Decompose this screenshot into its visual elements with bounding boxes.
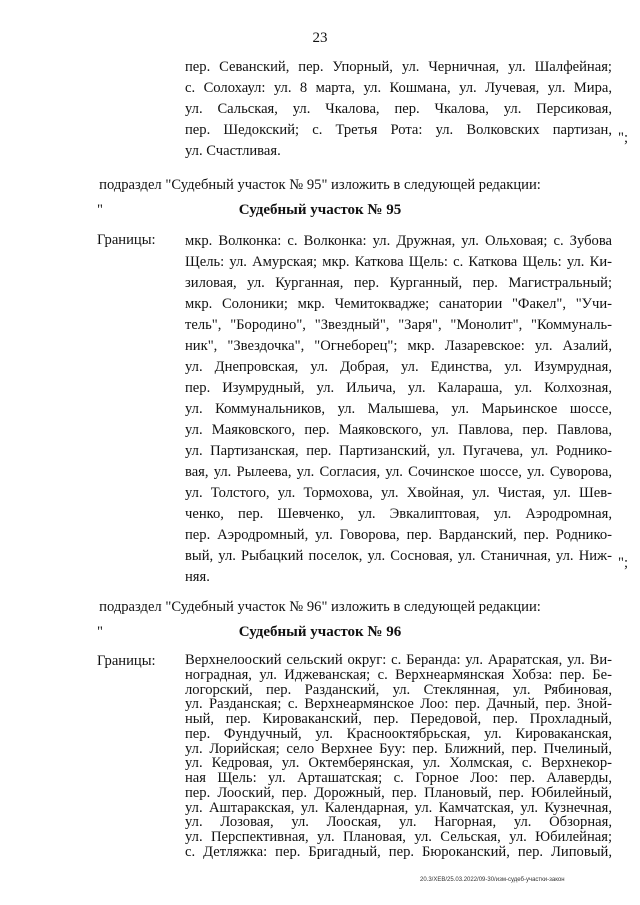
text-line: Верхнелооский сельский округ: с. Беранда: ул. Араратская, ул. Ви- [185, 653, 612, 667]
text-line: ул. Коммунальников, ул. Малышева, ул. Марьинское шоссе, [185, 401, 612, 417]
text-line: ная Щель: ул. Арташатская; с. Горное Лоо: пер. Алаверды, [185, 771, 612, 785]
text-line: ул. Лорийская; село Верхнее Буу: пер. Ближний, пер. Пчелиный, [185, 742, 612, 756]
text-line: ул. Днепровская, ул. Добрая, ул. Единства, ул. Изумрудная, [185, 359, 612, 375]
opening-quote: " [97, 202, 103, 218]
text-line: ул. Сальская, ул. Чкалова, пер. Чкалова, ул. Персиковая, [185, 101, 612, 117]
text-line: мкр. Волконка: с. Волконка: ул. Дружная, ул. Ольховая; с. Зубова [185, 233, 612, 249]
text-line: ул. Перспективная, ул. Плановая, ул. Сельская, ул. Юбилейная; [185, 830, 612, 844]
text-line: ный, пер. Кироваканский, пер. Передовой, пер. Прохладный, [185, 712, 612, 726]
text-line: ул. Маяковского, пер. Маяковского, ул. Павлова, пер. Павлова, [185, 422, 612, 438]
text-line: пер. Аэродромный, ул. Говорова, пер. Варданский, пер. Роднико- [185, 527, 612, 543]
text-line: зиловая, ул. Курганная, пер. Курганный, пер. Магистральный; [185, 275, 612, 291]
text-line: ул. Разданская; с. Верхнеармянское Лоо: пер. Дачный, пер. Зной- [185, 697, 612, 711]
text-line: вый, ул. Рыбацкий поселок, ул. Сосновая, ул. Станичная, ул. Ниж- [185, 548, 612, 564]
opening-quote: " [97, 624, 103, 640]
text-line: ченко, пер. Шевченко, ул. Эвкалиптовая, ул. Аэродромная, [185, 506, 612, 522]
text-line: мкр. Солоники; мкр. Чемитоквадже; санатории "Факел", "Учи- [185, 296, 612, 312]
page-number: 23 [312, 30, 328, 46]
text-line: Щель: ул. Амурская; мкр. Каткова Щель: с. Каткова Щель: ул. Ки- [185, 254, 612, 270]
text-line: пер. Изумрудный, ул. Ильича, ул. Калараша, ул. Колхозная, [185, 380, 612, 396]
boundaries-label: Границы: [97, 232, 156, 248]
text-line: ул. Аштаракская, ул. Календарная, ул. Камчатская, ул. Кузнечная, [185, 801, 612, 815]
text-line: пер. Фундучный, ул. Краснооктябрьская, ул. Кироваканская, [185, 727, 612, 741]
text-line: вая, ул. Рылеева, ул. Согласия, ул. Сочинское шоссе, ул. Суворова, [185, 464, 612, 480]
text-line: ул. Лозовая, ул. Лооская, ул. Нагорная, ул. Обзорная, [185, 815, 612, 829]
section-95-heading: Судебный участок № 95 [238, 202, 402, 218]
subsection-95-intro: подраздел "Судебный участок № 95" изложить в следующей редакции: [99, 177, 541, 193]
text-line: тель", "Бородино", "Звездный", "Заря", "Монолит", "Коммуналь- [185, 317, 612, 333]
text-line: ул. Счастливая. [185, 143, 281, 159]
text-line: пер. Севанский, пер. Упорный, ул. Черничная, ул. Шалфейная; [185, 59, 612, 75]
text-line: пер. Шедокский; с. Третья Рота: ул. Волковских партизан, [185, 122, 612, 138]
closing-quote: "; [617, 555, 628, 571]
text-line: пер. Лооский, пер. Дорожный, пер. Плановый, пер. Юбилейный, [185, 786, 612, 800]
closing-quote: "; [617, 130, 628, 146]
text-line: няя. [185, 569, 210, 585]
text-line: ул. Толстого, ул. Тормохова, ул. Хвойная, ул. Чистая, ул. Шев- [185, 485, 612, 501]
subsection-96-intro: подраздел "Судебный участок № 96" изложить в следующей редакции: [99, 599, 541, 615]
boundaries-label: Границы: [97, 653, 156, 669]
text-line: с. Детляжка: пер. Бригадный, пер. Бюроканский, пер. Липовый, [185, 845, 612, 859]
text-line: ул. Партизанская, пер. Партизанский, ул. Пугачева, ул. Роднико- [185, 443, 612, 459]
text-line: с. Солохаул: ул. 8 марта, ул. Кошмана, ул. Лучевая, ул. Мира, [185, 80, 612, 96]
text-line: ник", "Звездочка", "Огнеборец"; мкр. Лазаревское: ул. Азалий, [185, 338, 612, 354]
text-line: ноградная, ул. Иджеванская; с. Верхнеармянская Хобза: пер. Бе- [185, 668, 612, 682]
section-96-heading: Судебный участок № 96 [238, 624, 402, 640]
text-line: ул. Кедровая, ул. Октемберянская, ул. Холмская, с. Верхнекор- [185, 756, 612, 770]
text-line: логорский, пер. Разданский, ул. Стеклянная, ул. Рябиновая, [185, 683, 612, 697]
document-footer: 20.3/ХЕВ/25.03.2022/09-30/изм-судеб-участки-закон [420, 877, 565, 883]
